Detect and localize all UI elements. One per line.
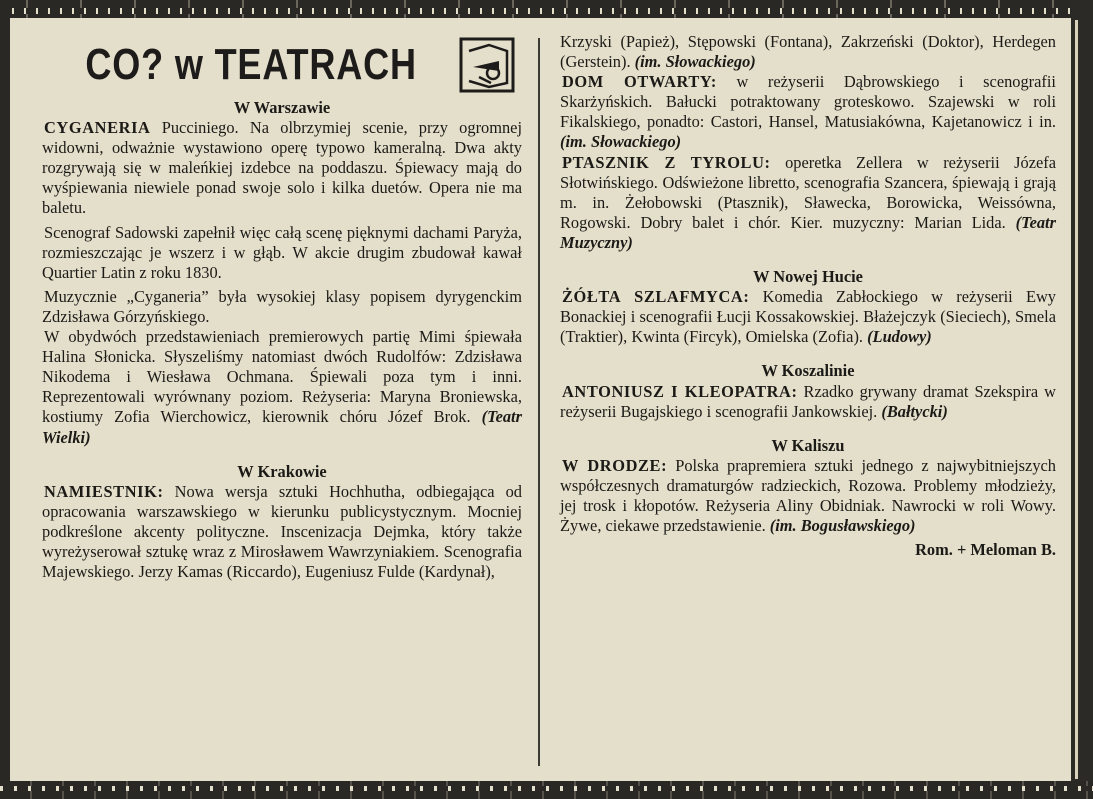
review-ptasznik-z-tyrolu — [560, 153, 1056, 253]
review-text: Krzyski (Papież), Stępowski (Fontana), Zakrzeński (Doktor), Herdegen (Gerstein). — [560, 32, 1056, 72]
review-text: Komedia Zabłockiego w reżyserii Ewy Bonackiej i scenografii Łucji Kossakowskiej. Błażejczyk (Sieciech), Smela (Traktier), Kwinta (Fircyk), Omielska (Zofia). — [560, 287, 1056, 347]
review-namiestnik-continued — [560, 32, 1056, 72]
ornamental-border-left — [0, 0, 10, 799]
venue-name: (Ludowy) — [867, 327, 932, 347]
review-dom-otwarty — [560, 72, 1056, 152]
review-w-drodze — [560, 456, 1056, 536]
city-heading-nowa-huta: W Nowej Hucie — [753, 267, 863, 287]
review-text: W obydwóch przedstawieniach premierowych partię Mimi śpiewała Halina Słonicka. Słyszeliśmy natomiast dwóch Rudolfów: Zdzisława Nikodema i Wiesława Ochmana. Śpiewali poza tym i inni. Reprezentowali wyrównany poziom. Reżyseria: Maryna Broniewska, kostiumy Zofia Wierchowicz, kierownik chóru Józef Brok. — [42, 327, 522, 427]
venue-name: (Teatr Wielki) — [42, 407, 522, 447]
paragraph-muzycznie: Muzycznie „Cyganeria” była wysokiej klasy popisem dyrygenckim Zdzisława Górzyńskiego. — [42, 286, 522, 326]
venue-name: (im. Słowackiego) — [560, 132, 682, 152]
venue-name: (im. Bogusławskiego) — [769, 516, 916, 536]
play-title: ANTONIUSZ I KLEOPATRA: — [562, 381, 798, 401]
city-heading-koszalin: W Koszalinie — [761, 361, 855, 381]
venue-name: (Bałtycki) — [881, 401, 948, 421]
play-title: W DRODZE: — [562, 455, 668, 475]
city-heading-warszawa: W Warszawie — [233, 98, 331, 117]
review-text: Rzadko grywany dramat Szekspira w reżyserii Bugajskiego i scenografii Jankowskiej. — [560, 381, 1056, 421]
play-title: NAMIESTNIK: — [44, 481, 164, 501]
review-antoniusz-i-kleopatra — [560, 382, 1056, 422]
venue-name: (Teatr Muzyczny) — [560, 212, 1056, 252]
theatre-mask-icon — [459, 37, 515, 93]
city-heading-kalisz: W Kaliszu — [771, 435, 845, 455]
column-divider — [538, 38, 540, 766]
review-text: Nowa wersja sztuki Hochhutha, odbiegająca od opracowania warszawskiego w kierunku publicystycznym. Mocniej podkreślone akcenty polityczne. Inscenizacja Dejmka, który także wyreżyserował sztukę wraz z Mirosławem Wawrzyniakiem. Scenografia Majewskiego. Jerzy Kamas (Riccardo), Eugeniusz Fulde (Kardynał), — [42, 481, 522, 582]
ornamental-border-bottom — [0, 781, 1093, 799]
play-title: PTASZNIK Z TYROLU: — [562, 152, 771, 172]
review-zolta-szlafmyca — [560, 287, 1056, 347]
masthead-title: CO? w TEATRACH — [85, 39, 417, 89]
review-cyganeria — [42, 118, 522, 218]
ornamental-border-top — [0, 0, 1093, 18]
review-text: w reżyserii Dąbrowskiego i scenografii Skarżyńskich. Bałucki potraktowany groteskowo. Szajewski w roli Fikalskiego, ponadto: Castori, Hansel, Matusiakówna, Kajetanowicz i in. — [560, 72, 1056, 132]
play-title: CYGANERIA — [44, 118, 151, 138]
review-text: operetka Zellera w reżyserii Józefa Słotwińskiego. Odświeżone libretto, scenografia Szancera, śpiewają i grają m. in. Żełobowski (Ptasznik), Sławecka, Borowicka, Weissówna, Rogowski. Dobry balet i chór. Kier. muzyczny: Marian Lida. — [560, 152, 1056, 232]
paragraph-scenografia: Scenograf Sadowski zapełnił więc całą scenę pięknymi dachami Paryża, rozmieszczając je wszerz i w głąb. W akcie drugim zbudował kawał Quartier Latin z roku 1830. — [42, 222, 522, 282]
review-text: Polska prapremiera sztuki jednego z najwybitniejszych współczesnych dramaturgów radzieckich, Rozowa. Problemy młodzieży, jej trosk i kłopotów. Reżyseria Aliny Obidniak. Nawrocki w roli Wowy. Żywe, ciekawe przedstawienie. — [560, 455, 1056, 536]
column-left — [42, 32, 522, 582]
column-right — [560, 32, 1056, 560]
author-signature: Rom. + Meloman B. — [915, 540, 1056, 560]
play-title: DOM OTWARTY: — [562, 72, 717, 92]
review-text: Pucciniego. Na olbrzymiej scenie, przy ogromnej widowni, odważnie wystawiono operę typowo kameralną. Dwa akty rozgrywają się w maleńkiej izdebce na poddaszu. Śpiewacy mają do wyśpiewania niewiele ponad swoje solo i kilka duetów. Opera nie ma baletu. — [42, 118, 522, 218]
masthead — [42, 32, 522, 98]
play-title: ŻÓŁTA SZLAFMYCA: — [562, 287, 750, 307]
review-namiestnik — [42, 482, 522, 582]
venue-name: (im. Słowackiego) — [634, 52, 756, 72]
paragraph-obsada — [42, 327, 522, 448]
city-heading-krakow: W Krakowie — [237, 461, 327, 481]
ornamental-border-right — [1071, 0, 1093, 799]
